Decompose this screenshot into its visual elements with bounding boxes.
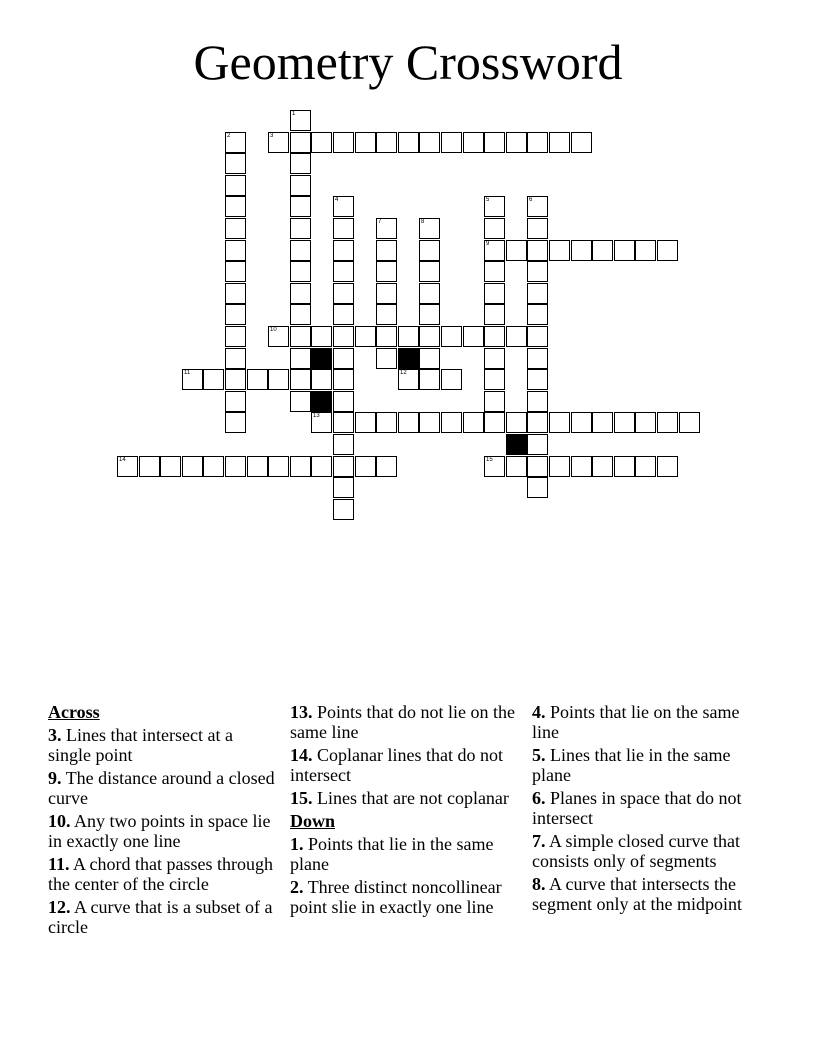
clue-across-10: 10. Any two points in space lie in exactly one line bbox=[48, 811, 271, 851]
crossword-cell[interactable] bbox=[290, 456, 311, 477]
crossword-cell[interactable] bbox=[549, 240, 570, 261]
clue-number-label: 11 bbox=[184, 370, 191, 376]
crossword-cell[interactable] bbox=[225, 196, 246, 217]
crossword-cell[interactable] bbox=[571, 132, 592, 153]
crossword-cell[interactable] bbox=[463, 132, 484, 153]
crossword-cell[interactable] bbox=[441, 326, 462, 347]
crossword-cell[interactable] bbox=[311, 456, 332, 477]
clue-across-13: 13. Points that do not lie on the same line bbox=[290, 702, 515, 742]
crossword-cell[interactable] bbox=[225, 304, 246, 325]
crossword-cell[interactable] bbox=[419, 240, 440, 261]
crossword-cell[interactable] bbox=[484, 348, 505, 369]
crossword-cell[interactable] bbox=[549, 132, 570, 153]
crossword-cell[interactable] bbox=[290, 261, 311, 282]
crossword-cell[interactable] bbox=[527, 326, 548, 347]
crossword-cell[interactable] bbox=[268, 132, 289, 153]
crossword-cell[interactable] bbox=[290, 132, 311, 153]
crossword-cell[interactable] bbox=[182, 456, 203, 477]
crossword-cell[interactable] bbox=[225, 175, 246, 196]
page-title: Geometry Crossword bbox=[193, 34, 623, 90]
crossword-cell[interactable] bbox=[376, 218, 397, 239]
crossword-cell[interactable] bbox=[268, 369, 289, 390]
crossword-cell[interactable] bbox=[484, 283, 505, 304]
black-cell bbox=[311, 348, 332, 369]
clue-column-1 bbox=[48, 702, 280, 940]
crossword-cell[interactable] bbox=[484, 240, 505, 261]
clue-down-6: 6. Planes in space that do not intersect bbox=[532, 788, 742, 828]
crossword-cell[interactable] bbox=[333, 132, 354, 153]
black-cell bbox=[506, 434, 527, 455]
crossword-cell[interactable] bbox=[635, 412, 656, 433]
crossword-cell[interactable] bbox=[203, 369, 224, 390]
crossword-cell[interactable] bbox=[376, 132, 397, 153]
clue-number-label: 14 bbox=[119, 457, 126, 463]
crossword-cell[interactable] bbox=[333, 434, 354, 455]
crossword-cell[interactable] bbox=[290, 153, 311, 174]
crossword-cell[interactable] bbox=[333, 304, 354, 325]
crossword-cell[interactable] bbox=[333, 196, 354, 217]
crossword-cell[interactable] bbox=[614, 456, 635, 477]
crossword-cell[interactable] bbox=[398, 132, 419, 153]
crossword-cell[interactable] bbox=[333, 348, 354, 369]
clue-number-label: 1 bbox=[292, 111, 296, 117]
clue-number-label: 4 bbox=[335, 197, 339, 203]
crossword-cell[interactable] bbox=[527, 196, 548, 217]
across-heading: Across bbox=[48, 702, 100, 722]
crossword-cell[interactable] bbox=[333, 240, 354, 261]
crossword-cell[interactable] bbox=[290, 110, 311, 131]
clue-down-2: 2. Three distinct noncollinear point slie in exactly one line bbox=[290, 877, 502, 917]
crossword-cell[interactable] bbox=[527, 434, 548, 455]
crossword-cell[interactable] bbox=[679, 412, 700, 433]
crossword-cell[interactable] bbox=[527, 391, 548, 412]
crossword-cell[interactable] bbox=[527, 132, 548, 153]
crossword-cell[interactable] bbox=[376, 348, 397, 369]
crossword-cell[interactable] bbox=[376, 412, 397, 433]
crossword-cell[interactable] bbox=[225, 456, 246, 477]
clue-down-1: 1. Points that lie in the same plane bbox=[290, 834, 494, 874]
crossword-cell[interactable] bbox=[463, 412, 484, 433]
crossword-cell[interactable] bbox=[225, 153, 246, 174]
crossword-cell[interactable] bbox=[527, 369, 548, 390]
crossword-cell[interactable] bbox=[333, 369, 354, 390]
crossword-cell[interactable] bbox=[398, 326, 419, 347]
crossword-cell[interactable] bbox=[527, 304, 548, 325]
crossword-cell[interactable] bbox=[376, 456, 397, 477]
crossword-cell[interactable] bbox=[333, 326, 354, 347]
clue-number-label: 8 bbox=[421, 219, 425, 225]
crossword-cell[interactable] bbox=[376, 261, 397, 282]
crossword-cell[interactable] bbox=[527, 283, 548, 304]
crossword-cell[interactable] bbox=[311, 369, 332, 390]
crossword-cell[interactable] bbox=[419, 283, 440, 304]
crossword-cell[interactable] bbox=[225, 218, 246, 239]
crossword-cell[interactable] bbox=[225, 283, 246, 304]
crossword-cell[interactable] bbox=[441, 369, 462, 390]
clue-number-label: 6 bbox=[529, 197, 533, 203]
crossword-cell[interactable] bbox=[311, 412, 332, 433]
clue-number-label: 3 bbox=[270, 133, 274, 139]
crossword-cell[interactable] bbox=[376, 326, 397, 347]
crossword-cell[interactable] bbox=[571, 456, 592, 477]
clue-across-3: 3. Lines that intersect at a single point bbox=[48, 725, 233, 765]
crossword-cell[interactable] bbox=[419, 132, 440, 153]
crossword-cell[interactable] bbox=[419, 412, 440, 433]
crossword-cell[interactable] bbox=[333, 261, 354, 282]
crossword-cell[interactable] bbox=[268, 326, 289, 347]
clue-across-9: 9. The distance around a closed curve bbox=[48, 768, 275, 808]
crossword-cell[interactable] bbox=[290, 175, 311, 196]
down-heading: Down bbox=[290, 811, 336, 831]
crossword-cell[interactable] bbox=[225, 412, 246, 433]
crossword-cell[interactable] bbox=[527, 477, 548, 498]
crossword-cell[interactable] bbox=[203, 456, 224, 477]
crossword-cell[interactable] bbox=[657, 456, 678, 477]
crossword-cell[interactable] bbox=[333, 499, 354, 520]
crossword-cell[interactable] bbox=[290, 304, 311, 325]
crossword-cell[interactable] bbox=[225, 132, 246, 153]
crossword-cell[interactable] bbox=[635, 240, 656, 261]
crossword-cell[interactable] bbox=[527, 348, 548, 369]
crossword-cell[interactable] bbox=[290, 196, 311, 217]
crossword-cell[interactable] bbox=[333, 412, 354, 433]
crossword-cell[interactable] bbox=[376, 240, 397, 261]
crossword-cell[interactable] bbox=[290, 391, 311, 412]
crossword-cell[interactable] bbox=[527, 218, 548, 239]
crossword-cell[interactable] bbox=[527, 456, 548, 477]
black-cell bbox=[311, 391, 332, 412]
clue-across-11: 11. A chord that passes through the center of the circle bbox=[48, 854, 273, 894]
crossword-cell[interactable] bbox=[333, 218, 354, 239]
crossword-cell[interactable] bbox=[484, 132, 505, 153]
crossword-cell[interactable] bbox=[506, 326, 527, 347]
crossword-cell[interactable] bbox=[117, 456, 138, 477]
crossword-cell[interactable] bbox=[506, 412, 527, 433]
clue-number-label: 9 bbox=[486, 241, 490, 247]
crossword-cell[interactable] bbox=[484, 326, 505, 347]
crossword-cell[interactable] bbox=[376, 283, 397, 304]
crossword-cell[interactable] bbox=[290, 240, 311, 261]
clue-down-4: 4. Points that lie on the same line bbox=[532, 702, 740, 742]
clue-down-5: 5. Lines that lie in the same plane bbox=[532, 745, 731, 785]
crossword-cell[interactable] bbox=[355, 326, 376, 347]
crossword-cell[interactable] bbox=[571, 240, 592, 261]
crossword-cell[interactable] bbox=[333, 283, 354, 304]
crossword-cell[interactable] bbox=[657, 240, 678, 261]
crossword-cell[interactable] bbox=[506, 456, 527, 477]
crossword-cell[interactable] bbox=[592, 412, 613, 433]
crossword-cell[interactable] bbox=[225, 326, 246, 347]
crossword-cell[interactable] bbox=[657, 412, 678, 433]
crossword-cell[interactable] bbox=[527, 261, 548, 282]
crossword-cell[interactable] bbox=[225, 261, 246, 282]
crossword-cell[interactable] bbox=[139, 456, 160, 477]
clue-number-label: 15 bbox=[486, 457, 493, 463]
crossword-cell[interactable] bbox=[376, 304, 397, 325]
crossword-cell[interactable] bbox=[419, 326, 440, 347]
crossword-cell[interactable] bbox=[463, 326, 484, 347]
crossword-cell[interactable] bbox=[182, 369, 203, 390]
crossword-cell[interactable] bbox=[549, 412, 570, 433]
crossword-cell[interactable] bbox=[419, 261, 440, 282]
crossword-cell[interactable] bbox=[419, 304, 440, 325]
crossword-cell[interactable] bbox=[290, 283, 311, 304]
clue-column-3 bbox=[532, 702, 752, 917]
black-cell bbox=[398, 348, 419, 369]
crossword-cell[interactable] bbox=[592, 240, 613, 261]
crossword-cell[interactable] bbox=[484, 304, 505, 325]
crossword-cell[interactable] bbox=[484, 412, 505, 433]
clue-number-label: 5 bbox=[486, 197, 490, 203]
crossword-cell[interactable] bbox=[484, 218, 505, 239]
crossword-cell[interactable] bbox=[484, 261, 505, 282]
crossword-cell[interactable] bbox=[290, 348, 311, 369]
crossword-cell[interactable] bbox=[290, 326, 311, 347]
crossword-cell[interactable] bbox=[441, 132, 462, 153]
crossword-cell[interactable] bbox=[549, 456, 570, 477]
crossword-cell[interactable] bbox=[506, 132, 527, 153]
crossword-cell[interactable] bbox=[484, 456, 505, 477]
crossword-cell[interactable] bbox=[225, 240, 246, 261]
crossword-cell[interactable] bbox=[333, 477, 354, 498]
clue-number-label: 7 bbox=[378, 219, 382, 225]
crossword-cell[interactable] bbox=[484, 369, 505, 390]
clue-across-12: 12. A curve that is a subset of a circle bbox=[48, 897, 273, 937]
crossword-cell[interactable] bbox=[419, 218, 440, 239]
crossword-cell[interactable] bbox=[592, 456, 613, 477]
crossword-cell[interactable] bbox=[247, 456, 268, 477]
crossword-cell[interactable] bbox=[355, 412, 376, 433]
crossword-cell[interactable] bbox=[311, 132, 332, 153]
crossword-cell[interactable] bbox=[225, 369, 246, 390]
crossword-cell[interactable] bbox=[225, 391, 246, 412]
crossword-cell[interactable] bbox=[484, 391, 505, 412]
crossword-cell[interactable] bbox=[398, 412, 419, 433]
crossword-cell[interactable] bbox=[527, 412, 548, 433]
crossword-cell[interactable] bbox=[506, 240, 527, 261]
crossword-cell[interactable] bbox=[333, 456, 354, 477]
crossword-cell[interactable] bbox=[311, 326, 332, 347]
crossword-cell[interactable] bbox=[355, 456, 376, 477]
clue-number-label: 13 bbox=[313, 413, 320, 419]
crossword-cell[interactable] bbox=[614, 412, 635, 433]
clue-column-2 bbox=[290, 702, 515, 920]
crossword-cell[interactable] bbox=[527, 240, 548, 261]
crossword-cell[interactable] bbox=[419, 369, 440, 390]
clue-down-7: 7. A simple closed curve that consists only of segments bbox=[532, 831, 740, 871]
crossword-cell[interactable] bbox=[247, 369, 268, 390]
crossword-cell[interactable] bbox=[290, 369, 311, 390]
clue-number-label: 12 bbox=[400, 370, 407, 376]
crossword-cell[interactable] bbox=[333, 391, 354, 412]
crossword-cell[interactable] bbox=[268, 456, 289, 477]
crossword-cell[interactable] bbox=[355, 132, 376, 153]
crossword-cell[interactable] bbox=[225, 348, 246, 369]
crossword-cell[interactable] bbox=[419, 348, 440, 369]
crossword-cell[interactable] bbox=[571, 412, 592, 433]
crossword-cell[interactable] bbox=[614, 240, 635, 261]
crossword-cell[interactable] bbox=[484, 196, 505, 217]
clue-number-label: 10 bbox=[270, 327, 277, 333]
crossword-cell[interactable] bbox=[160, 456, 181, 477]
crossword-cell[interactable] bbox=[635, 456, 656, 477]
crossword-cell[interactable] bbox=[398, 369, 419, 390]
clue-number-label: 2 bbox=[227, 133, 231, 139]
clue-across-14: 14. Coplanar lines that do not intersect bbox=[290, 745, 503, 785]
crossword-cell[interactable] bbox=[441, 412, 462, 433]
crossword-cell[interactable] bbox=[290, 218, 311, 239]
clue-down-8: 8. A curve that intersects the segment only at the midpoint bbox=[532, 874, 742, 914]
clue-across-15: 15. Lines that are not coplanar bbox=[290, 788, 509, 808]
